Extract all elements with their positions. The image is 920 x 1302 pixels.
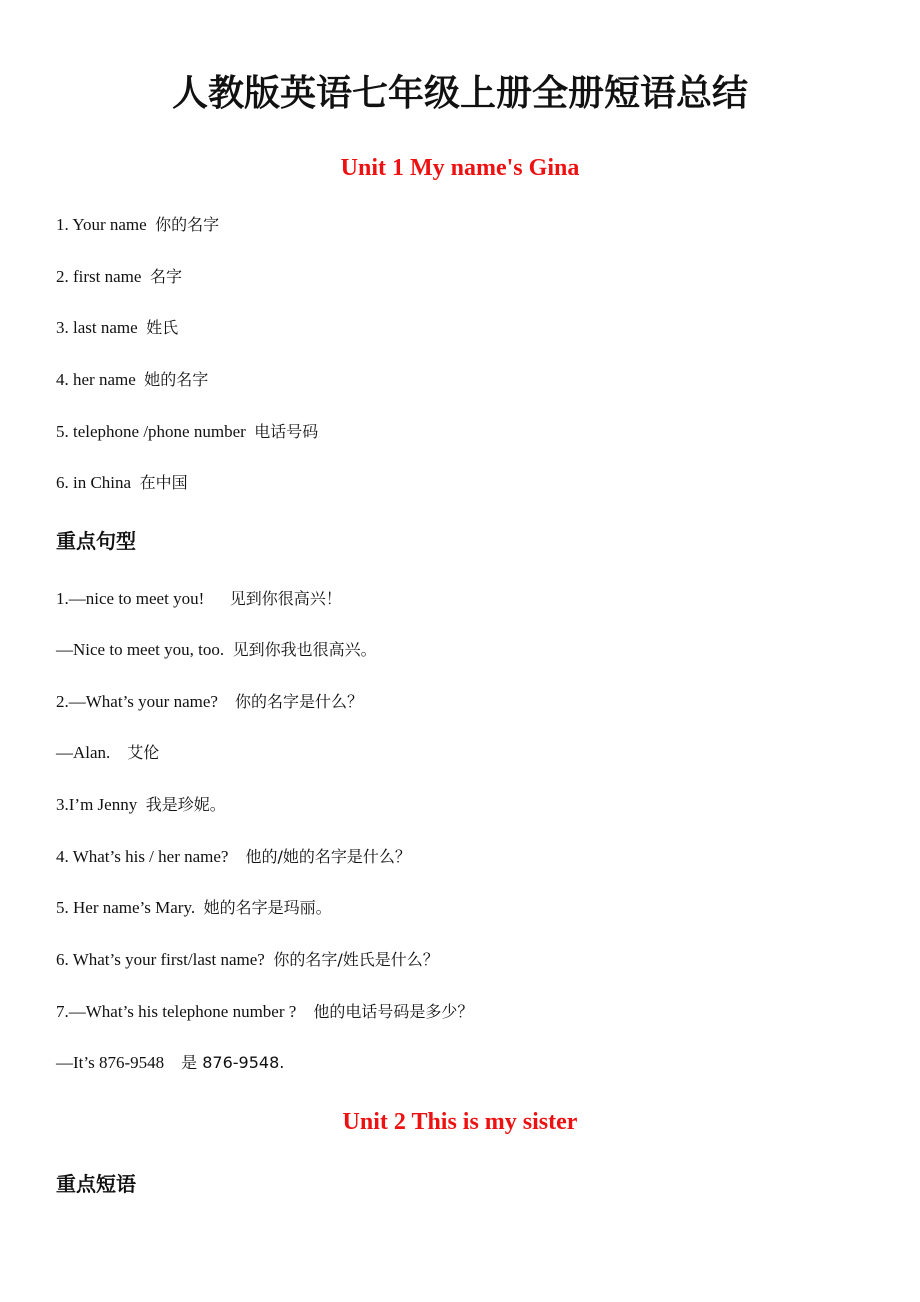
phrase-zh: 姓氏 (146, 318, 179, 337)
sentence-zh: 他的电话号码是多少？ (313, 1002, 474, 1021)
sentence-line (56, 637, 377, 663)
key-phrases-heading: 重点短语 (56, 1172, 136, 1196)
phrase-en: 1. Your name (56, 215, 156, 234)
sentence-en: 1.—nice to meet you! (56, 589, 230, 608)
sentence-en: —Nice to meet you, too. (56, 640, 233, 659)
phrase-en: 4. her name (56, 370, 145, 389)
sentence-zh: 见到你我也很高兴。 (232, 640, 377, 659)
sentence-en: 2.—What’s your name? (56, 692, 235, 711)
phrase-en: 5. telephone /phone number (56, 422, 255, 441)
phrase-line (56, 470, 188, 496)
phrase-en: 2. first name (56, 267, 150, 286)
sentence-zh: 见到你很高兴！ (229, 589, 342, 608)
sentence-zh: 他的/她的名字是什么？ (245, 847, 411, 866)
phrase-zh: 你的名字 (155, 215, 220, 234)
sentence-zh: 她的名字是玛丽。 (203, 898, 332, 917)
sentence-line (56, 844, 411, 870)
sentence-en: 6. What’s your first/last name? (56, 950, 274, 969)
phrase-line (56, 315, 178, 341)
sentence-line (56, 689, 363, 715)
sentence-en: —Alan. (56, 743, 128, 762)
phrase-zh: 在中国 (139, 473, 188, 492)
sentence-zh: 你的名字是什么？ (234, 692, 363, 711)
sentence-line (56, 586, 342, 612)
sentence-en: 4. What’s his / her name? (56, 847, 246, 866)
phrase-en: 3. last name (56, 318, 147, 337)
sentence-en: 7.—What’s his telephone number ? (56, 1002, 314, 1021)
phrase-zh: 她的名字 (144, 370, 209, 389)
phrase-line (56, 419, 318, 445)
sentence-zh: 是 876-9548. (181, 1053, 285, 1072)
sentence-line (56, 1050, 284, 1076)
sentence-line (56, 740, 159, 766)
key-sentences-heading: 重点句型 (56, 529, 136, 553)
unit-2-heading: Unit 2 This is my sister (342, 1109, 578, 1135)
sentence-en: —It’s 876-9548 (56, 1053, 182, 1072)
sentence-zh: 我是珍妮。 (145, 795, 226, 814)
sentence-zh: 艾伦 (127, 743, 160, 762)
sentence-en: 5. Her name’s Mary. (56, 898, 204, 917)
phrase-line (56, 212, 219, 238)
sentence-zh: 你的名字/姓氏是什么？ (273, 950, 439, 969)
sentence-line (56, 999, 473, 1025)
phrase-en: 6. in China (56, 473, 140, 492)
phrase-zh: 电话号码 (254, 422, 319, 441)
sentence-line (56, 947, 439, 973)
phrase-line (56, 367, 208, 393)
document-title: 人教版英语七年级上册全册短语总结 (171, 73, 748, 114)
phrase-zh: 名字 (149, 267, 182, 286)
unit-1-heading: Unit 1 My name's Gina (340, 155, 580, 181)
sentence-line (56, 895, 332, 921)
sentence-en: 3.I’m Jenny (56, 795, 146, 814)
sentence-line (56, 792, 226, 818)
phrase-line (56, 264, 182, 290)
